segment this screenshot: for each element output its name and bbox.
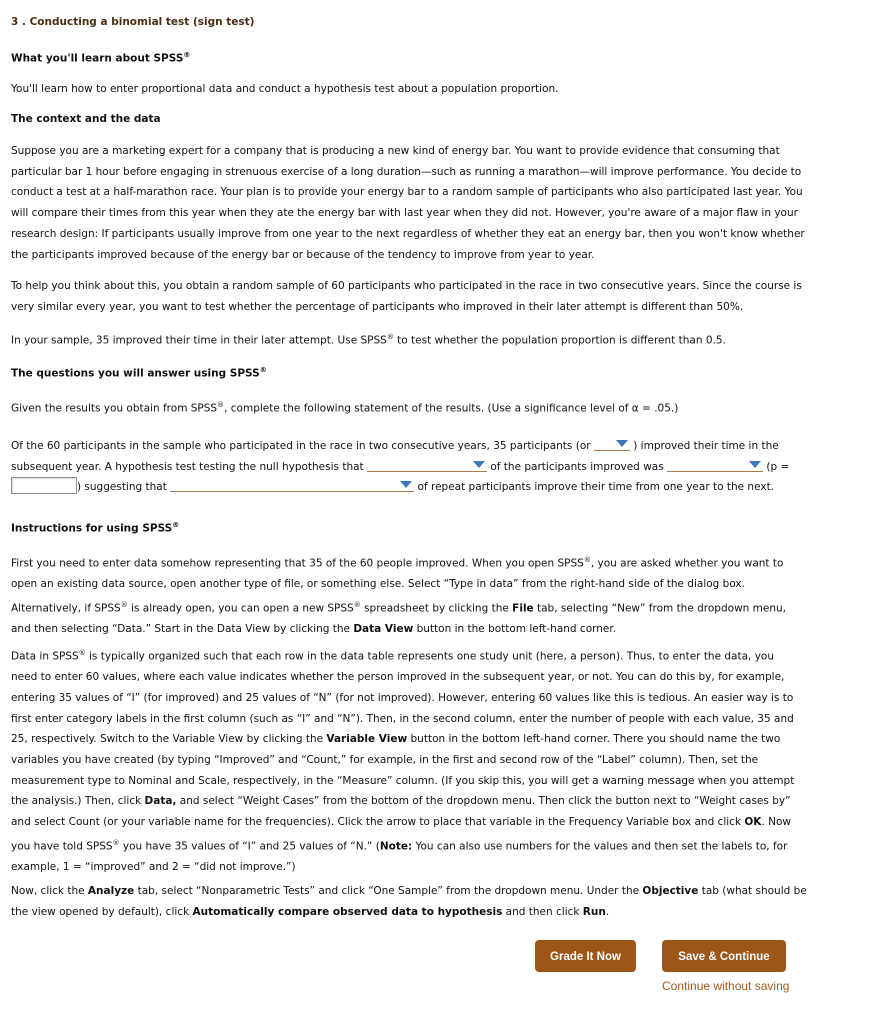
- continue-without-saving-link[interactable]: Continue without saving: [662, 979, 790, 993]
- chevron-down-icon: [749, 461, 761, 468]
- instructions-paragraph-3: Now, click the Analyze tab, select “Nonparametric Tests” and click “One Sample” from the dropdown menu. Under the Objective tab (what should be the view opened by default), click Automatically compare observed data to hypothesis and then click Run.: [11, 885, 807, 918]
- learn-heading: What you'll learn about SPSS®: [11, 51, 191, 65]
- instructions-paragraph-2: Data in SPSS® is typically organized such that each row in the data table represents one study unit (here, a person). Thus, to enter the data, you need to enter 60 values, where each value indicates whether the person improved in the subsequent year, or not. You can do this by, for example, entering 35 values of “I” (for improved) and 25 values of “N” (for not improved). However, entering 60 values like this is tedious. An easier way is to first enter category labels in the first column (such as “I” and “N”). Then, in the second column, enter the number of people with each value, 35 and 25, respectively. Switch to the Variable View by clicking the Variable View button in the bottom left-hand corner. There you should name the two variables you have created (by typing “Improved” and “Count,” for example, in the first and second row of the “Label” column). Then, set the measurement type to Nominal and Scale, respectively, in the “Measure” column. (If you skip this, you will get a warning message when you attempt the analysis.) Then, click Data, and select “Weight Cases” from the bottom of the dropdown menu. Then click the button next to “Weight cases by” and select Count (or your variable name for the frequencies). Click the arrow to place that variable in the Frequency Variable box and click OK. Now you have told SPSS® you have 35 values of “I” and 25 values of “N.” (Note: You can also use numbers for the values and then set the labels to, for example, 1 = “improved” and 2 = “did not improve.”): [11, 649, 795, 874]
- null-hypothesis-dropdown[interactable]: [367, 458, 487, 472]
- questions-heading: The questions you will answer using SPSS®: [11, 366, 267, 380]
- results-statement: Of the 60 participants in the sample who participated in the race in two consecutive years, 35 participants (or ) improved their time in the subsequent year. A hypothesis test testing the null hypothesis that of the participants improved was (p = ) suggesting that of repeat participants improve their time from one year to the next.: [11, 436, 811, 498]
- test-result-dropdown[interactable]: [667, 458, 763, 472]
- learn-text: You'll learn how to enter proportional data and conduct a hypothesis test about a population proportion.: [11, 83, 559, 95]
- save-continue-button[interactable]: Save & Continue: [662, 940, 786, 972]
- chevron-down-icon: [616, 440, 628, 447]
- conclusion-dropdown[interactable]: [170, 478, 414, 492]
- percentage-dropdown[interactable]: [594, 437, 630, 451]
- context-paragraph-1: Suppose you are a marketing expert for a company that is producing a new kind of energy bar. You want to provide evidence that consuming that particular bar 1 hour before engaging in strenuous exercise of a long duration—such as running a marathon—will improve performance. You decide to conduct a test at a half-marathon race. Your plan is to provide your energy bar to a random sample of participants who also participated last year. You will compare their times from this year when they ate the energy bar with last year when they did not. However, you're aware of a major flaw in your research design: If participants usually improve from one year to the next regardless of whether they eat an energy bar, then you won't know whether the participants improved because of the energy bar or because of the tendency to improve from year to year.: [11, 145, 805, 261]
- section-title: 3 . Conducting a binomial test (sign test): [11, 16, 255, 28]
- grade-it-now-button[interactable]: Grade It Now: [535, 940, 636, 972]
- instructions-heading: Instructions for using SPSS®: [11, 521, 180, 535]
- p-value-input[interactable]: [11, 477, 77, 494]
- context-paragraph-3: In your sample, 35 improved their time in their later attempt. Use SPSS® to test whether the population proportion is different than 0.5.: [11, 333, 726, 347]
- chevron-down-icon: [473, 461, 485, 468]
- context-paragraph-2: To help you think about this, you obtain a random sample of 60 participants who participated in the race in two consecutive years. Since the course is very similar every year, you want to test whether the percentage of participants who improved in their later attempt is different than 50%.: [11, 280, 802, 313]
- instructions-paragraph-1: First you need to enter data somehow representing that 35 of the 60 people improved. When you open SPSS®, you are asked whether you want to open an existing data source, open another type of file, or something else. Select “Type in data” from the right-hand side of the dialog box. Alternatively, if SPSS® is already open, you can open a new SPSS® spreadsheet by clicking the File tab, selecting “New” from the dropdown menu, and then selecting “Data.” Start in the Data View by clicking the Data View button in the bottom left-hand corner.: [11, 556, 786, 636]
- chevron-down-icon: [400, 481, 412, 488]
- questions-given: Given the results you obtain from SPSS®, complete the following statement of the results. (Use a significance level of α = .05.): [11, 401, 679, 415]
- context-heading: The context and the data: [11, 113, 161, 125]
